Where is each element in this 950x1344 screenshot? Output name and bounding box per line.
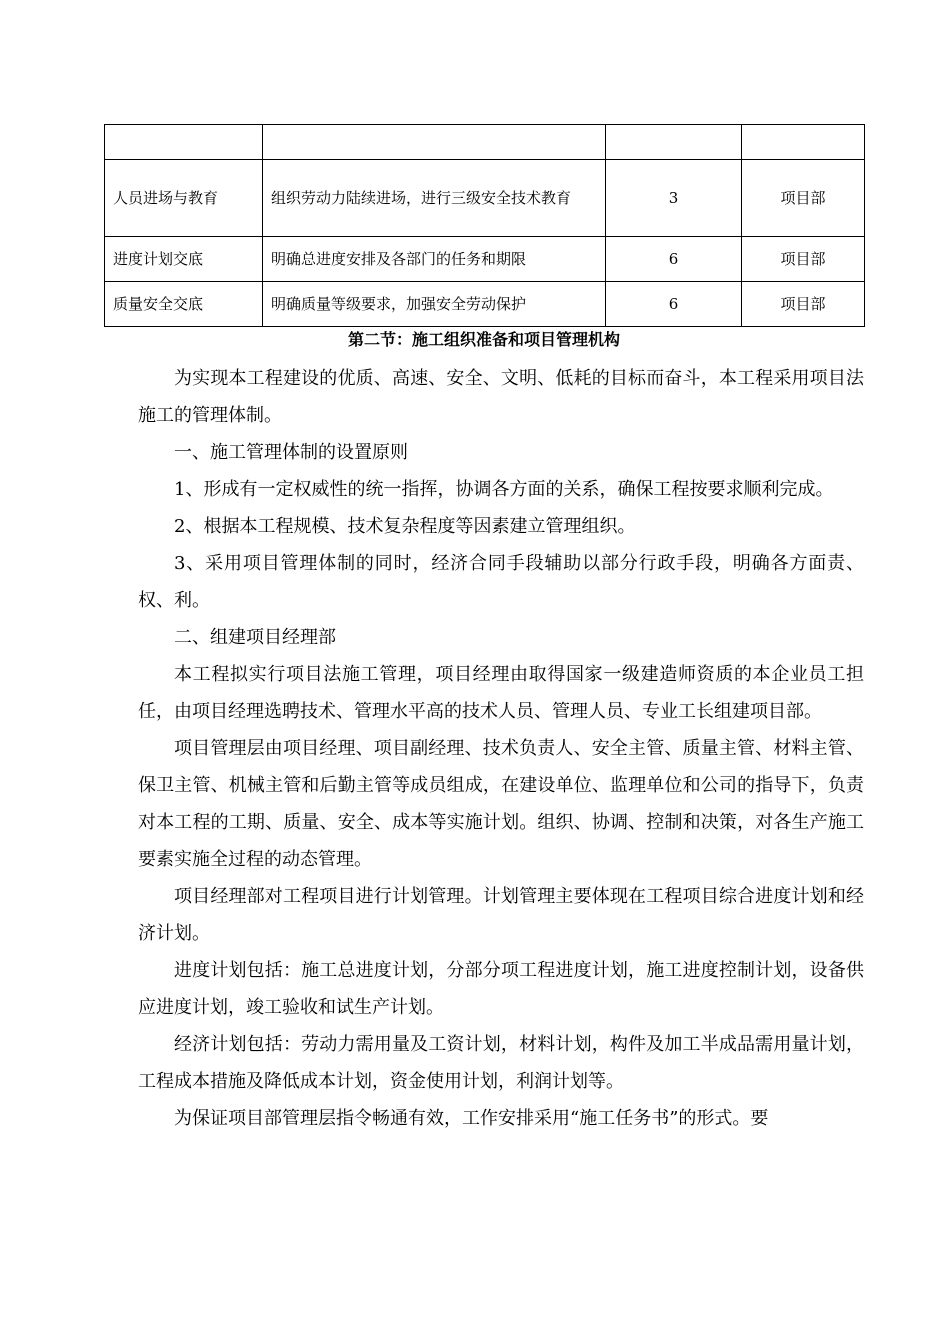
table-cell-item: 进度计划交底	[105, 237, 263, 282]
paragraph: 2、根据本工程规模、技术复杂程度等因素建立管理组织。	[174, 516, 636, 537]
table-cell-content: 组织劳动力陆续进场，进行三级安全技术教育	[263, 160, 606, 237]
paragraph: 1、形成有一定权威性的统一指挥，协调各方面的关系，确保工程按要求顺利完成。	[174, 479, 834, 500]
table-cell-days: 3	[606, 160, 742, 237]
table-cell-days	[606, 125, 742, 160]
schedule-table	[104, 124, 865, 327]
paragraph: 二、组建项目经理部	[174, 627, 336, 648]
body-text	[138, 360, 864, 1137]
table-cell-dept: 项目部	[742, 237, 865, 282]
table-row	[105, 282, 865, 327]
table-row	[105, 237, 865, 282]
paragraph: 3、采用项目管理体制的同时，经济合同手段辅助以部分行政手段，明确各方面责、权、利。	[138, 553, 864, 611]
paragraph: 本工程拟实行项目法施工管理，项目经理由取得国家一级建造师资质的本企业员工担任，由项目经理选聘技术、管理水平高的技术人员、管理人员、专业工长组建项目部。	[138, 664, 864, 722]
table-cell-days: 6	[606, 237, 742, 282]
table-cell-item	[105, 125, 263, 160]
table-cell-content	[263, 125, 606, 160]
table-cell-item: 质量安全交底	[105, 282, 263, 327]
table-cell-days: 6	[606, 282, 742, 327]
paragraph: 一、施工管理体制的设置原则	[174, 442, 408, 463]
table-cell-item: 人员进场与教育	[105, 160, 263, 237]
paragraph: 为实现本工程建设的优质、高速、安全、文明、低耗的目标而奋斗，本工程采用项目法施工的管理体制。	[138, 368, 864, 426]
section-title: 第二节：施工组织准备和项目管理机构	[347, 330, 620, 349]
table-cell-content: 明确质量等级要求，加强安全劳动保护	[263, 282, 606, 327]
table-row	[105, 125, 865, 160]
paragraph: 进度计划包括：施工总进度计划，分部分项工程进度计划，施工进度控制计划，设备供应进度计划，竣工验收和试生产计划。	[138, 960, 864, 1018]
table-cell-dept: 项目部	[742, 282, 865, 327]
table-cell-dept: 项目部	[742, 160, 865, 237]
table-cell-dept	[742, 125, 865, 160]
table-row	[105, 160, 865, 237]
table-cell-content: 明确总进度安排及各部门的任务和期限	[263, 237, 606, 282]
paragraph: 项目经理部对工程项目进行计划管理。计划管理主要体现在工程项目综合进度计划和经济计划。	[138, 886, 864, 944]
paragraph: 为保证项目部管理层指令畅通有效，工作安排采用“施工任务书”的形式。要	[174, 1108, 769, 1129]
paragraph: 经济计划包括：劳动力需用量及工资计划，材料计划，构件及加工半成品需用量计划，工程成本措施及降低成本计划，资金使用计划，利润计划等。	[138, 1034, 864, 1092]
paragraph: 项目管理层由项目经理、项目副经理、技术负责人、安全主管、质量主管、材料主管、保卫主管、机械主管和后勤主管等成员组成，在建设单位、监理单位和公司的指导下，负责对本工程的工期、质量、安全、成本等实施计划。组织、协调、控制和决策，对各生产施工要素实施全过程的动态管理。	[138, 738, 864, 870]
